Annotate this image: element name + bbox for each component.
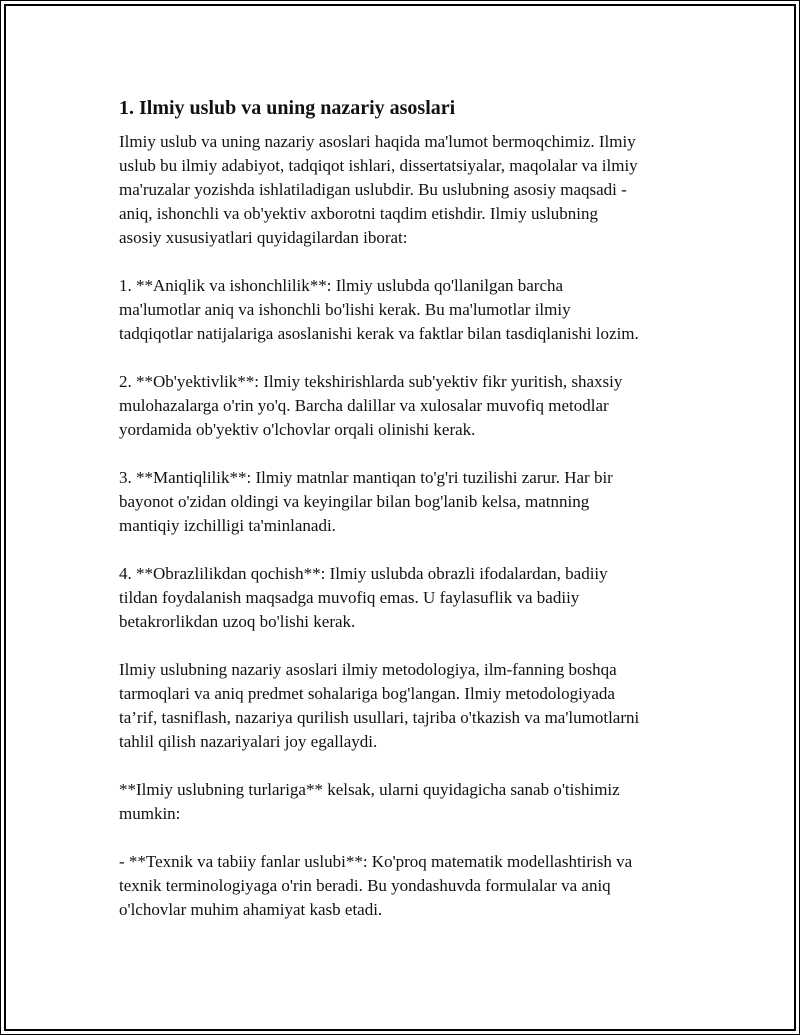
theory-paragraph: Ilmiy uslubning nazariy asoslari ilmiy metodologiya, ilm-fanning boshqa tarmoqlari va aniq predmet sohalariga bog'langan. Ilmiy metodologiyada ta’rif, tasniflash, nazariya qurilish usullari, tajriba o'tkazish va ma'lumotlarni tahlil qilish nazariyalari joy egallaydi. xyxy=(119,660,640,751)
section-heading: 1. Ilmiy uslub va uning nazariy asoslari xyxy=(119,97,456,119)
list-item-obrazlilik: 4. **Obrazlilikdan qochish**: Ilmiy uslubda obrazli ifodalardan, badiiy tildan foydalanish maqsadga muvofiq emas. U faylasuflik va badiiy betakrorlikdan uzoq bo'lishi kerak. xyxy=(119,564,608,631)
document-body xyxy=(119,94,694,946)
types-intro-paragraph: **Ilmiy uslubning turlariga** kelsak, ularni quyidagicha sanab o'tishimiz mumkin: xyxy=(119,780,620,823)
bullet-item-texnik: - **Texnik va tabiiy fanlar uslubi**: Ko'proq matematik modellashtirish va texnik terminologiyaga o'rin beradi. Bu yondashuvda formulalar va aniq o'lchovlar muhim ahamiyat kasb etadi. xyxy=(119,852,633,919)
list-item-obyektivlik: 2. **Ob'yektivlik**: Ilmiy tekshirishlarda sub'yektiv fikr yuritish, shaxsiy mulohazalarga o'rin yo'q. Barcha dalillar va xulosalar muvofiq metodlar yordamida ob'yektiv o'lchovlar orqali olinishi kerak. xyxy=(119,372,623,439)
intro-paragraph: Ilmiy uslub va uning nazariy asoslari haqida ma'lumot bermoqchimiz. Ilmiy uslub bu ilmiy adabiyot, tadqiqot ishlari, dissertatsiyalar, maqolalar va ilmiy ma'ruzalar yozishda ishlatiladigan uslubdir. Bu uslubning asosiy maqsadi - aniq, ishonchli va ob'yektiv axborotni taqdim etishdir. Ilmiy uslubning asosiy xususiyatlari quyidagilardan iborat: xyxy=(119,132,638,247)
list-item-aniqlik: 1. **Aniqlik va ishonchlilik**: Ilmiy uslubda qo'llanilgan barcha ma'lumotlar aniq va ishonchli bo'lishi kerak. Bu ma'lumotlar ilmiy tadqiqotlar natijalariga asoslanishi kerak va faktlar bilan tasdiqlanishi lozim. xyxy=(119,276,639,343)
list-item-mantiqlilik: 3. **Mantiqlilik**: Ilmiy matnlar mantiqan to'g'ri tuzilishi zarur. Har bir bayonot o'zidan oldingi va keyingilar bilan bog'lanib kelsa, matnning mantiqiy izchilligi ta'minlanadi. xyxy=(119,468,613,535)
